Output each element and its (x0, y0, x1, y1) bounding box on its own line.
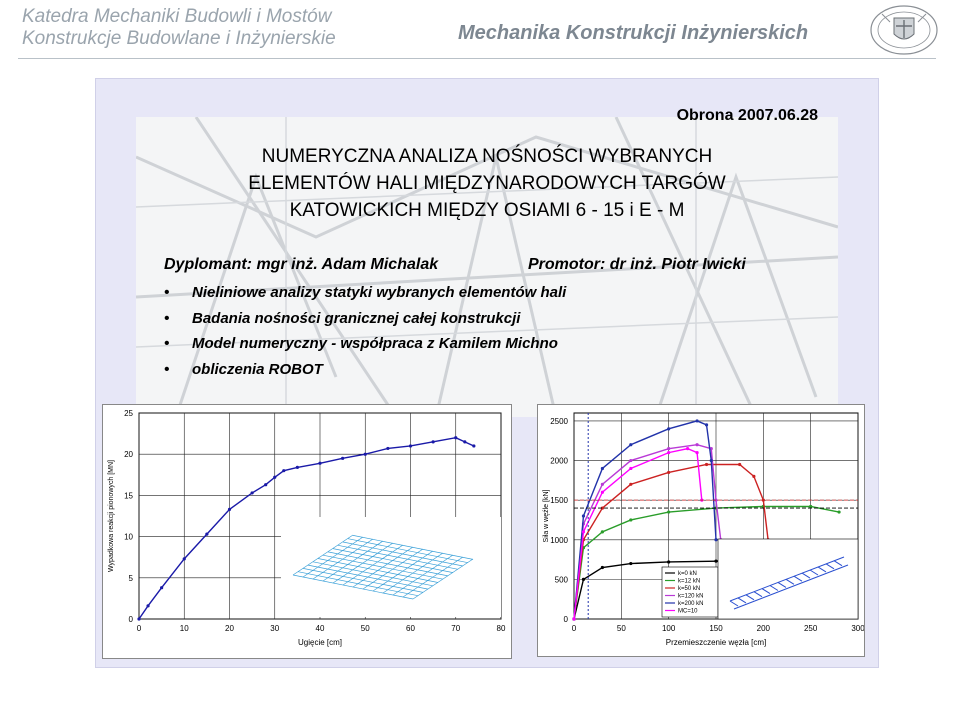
data-point (738, 463, 741, 466)
bullet-text: Badania nośności granicznej całej konstrukcji (192, 309, 521, 327)
y-tick-label: 0 (128, 615, 133, 624)
defense-date: Obrona 2007.06.28 (676, 107, 818, 124)
data-point (409, 444, 412, 447)
data-point (695, 419, 698, 422)
y-tick-label: 1000 (550, 535, 568, 545)
y-tick-label: 10 (124, 532, 133, 542)
load-deflection-chart (102, 404, 512, 659)
data-point (137, 617, 140, 620)
x-tick-label: 60 (406, 624, 415, 633)
diplomant-label: Dyplomant: mgr inż. Adam Michalak (164, 256, 439, 273)
x-tick-label: 70 (451, 624, 461, 633)
data-point (667, 560, 670, 563)
y-axis-label: Siła w węźle [kN] (543, 489, 550, 543)
legend-label: k=0 kN (678, 571, 697, 577)
bullet-icon: • (164, 360, 170, 378)
thesis-title (136, 143, 838, 224)
header-left (22, 6, 336, 50)
x-axis-label: Ugięcie [cm] (297, 638, 343, 647)
university-crest-icon (868, 4, 940, 56)
data-point (463, 440, 466, 443)
legend-label: k=50 kN (678, 586, 701, 592)
thesis-title-line: KATOWICKICH MIĘDZY OSIAMI 6 - 15 i E - M (289, 200, 685, 221)
y-tick-label: 0 (563, 615, 568, 624)
data-point (582, 514, 585, 517)
data-point (714, 538, 717, 541)
legend-label: k=12 kN (678, 578, 701, 585)
data-point (386, 447, 389, 450)
data-point (601, 530, 604, 533)
data-point (183, 557, 186, 560)
x-tick-label: 30 (270, 624, 280, 633)
data-point (752, 475, 755, 478)
bullet-text: obliczenia ROBOT (192, 360, 323, 378)
department-name: Katedra Mechaniki Budowli i Mostów (22, 6, 332, 27)
data-point (629, 467, 632, 470)
data-point (629, 483, 632, 486)
thesis-title-line: NUMERYCZNA ANALIZA NOŚNOŚCI WYBRANYCH (261, 146, 713, 167)
x-tick-label: 50 (360, 624, 370, 633)
x-tick-label: 150 (709, 624, 723, 633)
x-tick-label: 10 (179, 624, 189, 633)
data-point (296, 466, 299, 469)
data-point (837, 510, 840, 513)
thesis-title-line: ELEMENTÓW HALI MIĘDZYNARODOWYCH TARGÓW (248, 173, 726, 194)
x-tick-label: 20 (225, 624, 234, 633)
data-point (667, 510, 670, 513)
y-tick-label: 500 (554, 575, 568, 585)
y-tick-label: 20 (124, 450, 133, 460)
bullet-icon: • (164, 284, 170, 301)
header-right-title: Mechanika Konstrukcji Inżynierskich (458, 22, 809, 44)
data-point (705, 463, 708, 466)
data-point (629, 518, 632, 521)
y-axis-label: Wypadkowa reakcji pionowych [MN] (108, 460, 115, 572)
data-point (667, 447, 670, 450)
list-item (164, 280, 566, 306)
list-item (164, 357, 566, 383)
bullet-text: Model numeryczny - współpraca z Kamilem Michno (192, 335, 558, 352)
data-point (160, 586, 163, 589)
data-point (809, 505, 812, 508)
data-point (432, 440, 435, 443)
y-tick-label: 25 (124, 409, 133, 418)
data-point (667, 427, 670, 430)
list-item (164, 331, 566, 357)
bullet-icon: • (164, 335, 170, 352)
x-tick-label: 80 (496, 624, 506, 633)
mesh-inset-background (281, 517, 501, 617)
x-tick-label: 0 (571, 624, 577, 633)
y-tick-label: 15 (124, 491, 133, 501)
data-point (629, 443, 632, 446)
slide-frame (95, 78, 879, 668)
data-point (228, 508, 231, 511)
legend-label: k=120 kN (678, 593, 704, 600)
y-tick-label: 1500 (550, 496, 568, 506)
x-tick-label: 200 (756, 624, 771, 633)
x-tick-label: 300 (851, 624, 864, 633)
header-divider (18, 58, 936, 59)
bullet-text: Nieliniowe analizy statyki wybranych elementów hali (192, 284, 567, 301)
data-point (629, 562, 632, 565)
data-point (710, 459, 713, 462)
y-tick-label: 2500 (550, 416, 568, 426)
legend-label: k=200 kN (678, 601, 704, 607)
data-point (582, 578, 585, 581)
data-point (341, 457, 344, 460)
data-point (472, 444, 475, 447)
data-point (146, 604, 149, 607)
data-point (695, 451, 698, 454)
x-tick-label: 0 (136, 624, 142, 633)
node-force-chart (537, 404, 865, 657)
x-tick-label: 40 (315, 624, 325, 633)
data-point (273, 476, 276, 479)
x-tick-label: 50 (616, 624, 626, 633)
data-point (251, 491, 254, 494)
data-point (364, 453, 367, 456)
data-point (601, 467, 604, 470)
data-point (205, 533, 208, 536)
data-point (264, 483, 267, 486)
data-point (582, 530, 585, 533)
data-point (714, 560, 717, 563)
bullet-icon: • (164, 309, 170, 327)
data-point (601, 566, 604, 569)
promotor-label: Promotor: dr inż. Piotr Iwicki (528, 256, 746, 273)
data-point (572, 617, 575, 620)
data-point (601, 491, 604, 494)
data-point (454, 436, 457, 439)
data-point (318, 462, 321, 465)
data-point (629, 459, 632, 462)
y-tick-label: 2000 (550, 456, 568, 466)
data-point (705, 423, 708, 426)
division-name: Konstrukcje Budowlane i Inżynierskie (22, 28, 336, 49)
legend-label: MC=10 (678, 608, 698, 615)
list-item (164, 306, 566, 332)
data-point (667, 471, 670, 474)
data-point (282, 469, 285, 472)
y-tick-label: 5 (128, 573, 133, 583)
bullet-list (164, 280, 566, 382)
data-point (667, 451, 670, 454)
x-tick-label: 250 (803, 624, 818, 633)
data-point (686, 447, 689, 450)
data-point (695, 443, 698, 446)
x-axis-label: Przemieszczenie węzła [cm] (665, 638, 767, 647)
x-tick-label: 100 (661, 624, 676, 633)
data-point (601, 483, 604, 486)
